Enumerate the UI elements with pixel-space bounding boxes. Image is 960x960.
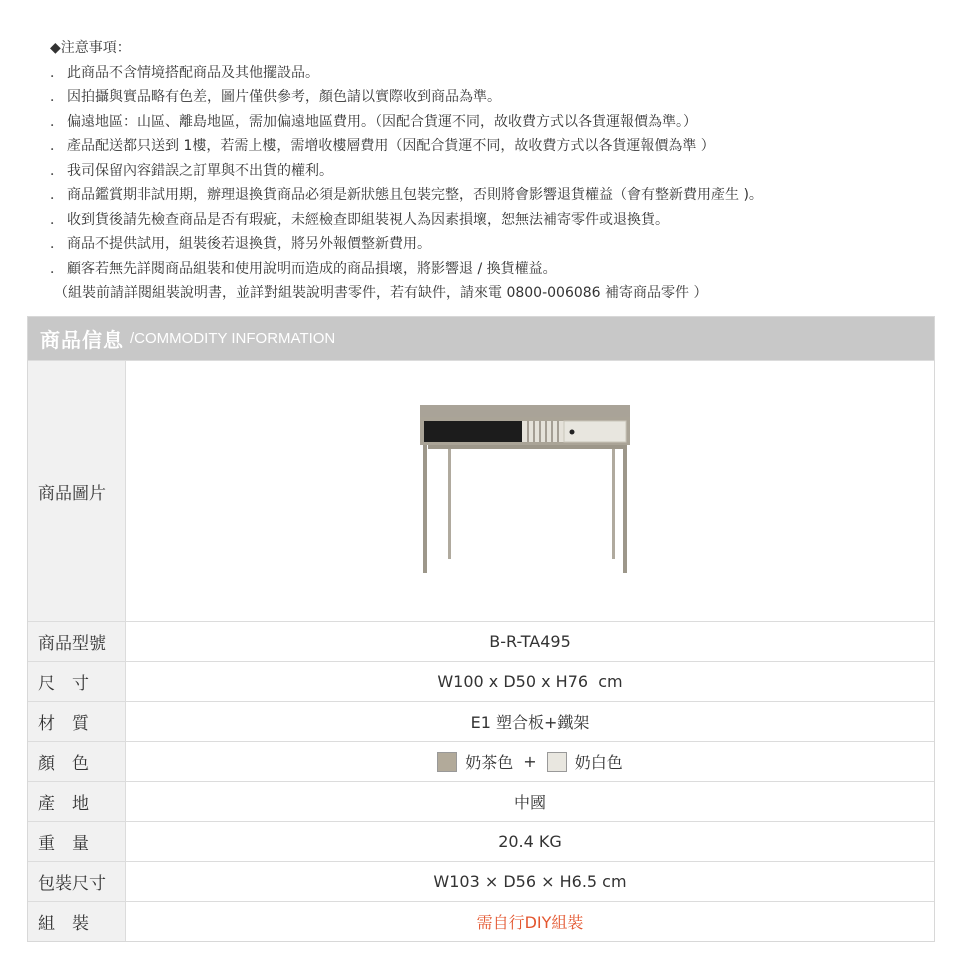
color-swatch [547, 752, 567, 772]
package-label: 包裝尺寸 [28, 862, 126, 901]
color-option [437, 750, 513, 773]
notes-footer: （組裝前請詳閱組裝說明書，並詳對組裝說明書零件，若有缺件，請來電 0800-006086 補寄商品零件 ） [54, 285, 708, 301]
bullet: ． [50, 211, 64, 228]
material-row [28, 701, 934, 741]
note-item: ． 產品配送都只送到 1樓，若需上樓，需增收樓層費用（因配合貨運不同，故收費方式以各貨運報價為準 ） [50, 134, 940, 159]
origin-row [28, 781, 934, 821]
bullet: ． [50, 236, 64, 252]
info-title-en: /COMMODITY INFORMATION [130, 330, 336, 347]
image-label: 商品圖片 [28, 361, 126, 621]
color-label: 顏 色 [28, 742, 126, 781]
assembly-label: 組 裝 [28, 902, 126, 941]
size-value: W100 x D50 x H76 cm [437, 672, 623, 691]
color-row [28, 741, 934, 781]
info-header [28, 317, 934, 360]
color-plus: + [523, 752, 537, 771]
note-item: ． 商品鑑賞期非試用期，辦理退換貨商品必須是新狀態且包裝完整，否則將會影響退貨權益（會有整新費用產生 )。 [50, 183, 940, 208]
bullet: ． [50, 187, 64, 203]
weight-row [28, 821, 934, 861]
model-value: B-R-TA495 [489, 632, 571, 651]
assembly-value: 需自行DIY組裝 [476, 913, 584, 932]
leg [448, 449, 451, 559]
color-swatch [437, 752, 457, 772]
leg [423, 445, 427, 573]
bullet: ． [50, 89, 64, 105]
product-image [126, 361, 934, 621]
note-item: ． 偏遠地區：山區、離島地區，需加偏遠地區費用。（因配合貨運不同，故收費方式以各貨運報價為準。） [50, 110, 940, 135]
note-item: ． 此商品不含情境搭配商品及其他擺設品。 [50, 61, 940, 86]
color-value [126, 742, 934, 781]
weight-label: 重 量 [28, 822, 126, 861]
model-label: 商品型號 [28, 622, 126, 661]
crossbar [428, 445, 624, 449]
note-item: ． 收到貨後請先檢查商品是否有瑕疵，未經檢查即組裝視人為因素損壞，恕無法補寄零件或退換貨。 [50, 208, 940, 233]
weight-value: 20.4 KG [498, 832, 562, 851]
bullet: ． [50, 113, 64, 130]
drawer-knob [570, 430, 575, 435]
color-option [547, 750, 623, 773]
assembly-row [28, 901, 934, 941]
commodity-info-table [27, 316, 935, 942]
origin-value: 中國 [513, 793, 546, 812]
bullet: ． [50, 260, 64, 277]
bullet: ． [50, 138, 64, 154]
origin-label: 產 地 [28, 782, 126, 821]
note-item: ． 因拍攝與實品略有色差，圖片僅供參考，顏色請以實際收到商品為準。 [50, 85, 940, 110]
notes-heading: ◆注意事項： [50, 40, 131, 56]
size-label: 尺 寸 [28, 662, 126, 701]
notes-section [50, 36, 940, 306]
bullet: ． [50, 162, 64, 179]
leg [623, 445, 627, 573]
desk-illustration [420, 401, 640, 581]
note-item: ． 顧客若無先詳閱商品組裝和使用說明而造成的商品損壞，將影響退 / 換貨權益。 [50, 257, 940, 282]
material-label: 材 質 [28, 702, 126, 741]
package-value: W103 × D56 × H6.5 cm [433, 872, 627, 891]
image-row [28, 360, 934, 621]
bullet: ． [50, 64, 64, 81]
desk-top [420, 405, 630, 417]
note-item: ． 我司保留內容錯誤之訂單與不出貨的權利。 [50, 159, 940, 184]
color-name: 奶白色 [574, 753, 623, 772]
info-title: 商品信息 [40, 328, 124, 352]
open-shelf [424, 421, 522, 442]
material-value: E1 塑合板+鐵架 [470, 713, 590, 732]
package-row [28, 861, 934, 901]
note-item: ． 商品不提供試用，組裝後若退換貨，將另外報價整新費用。 [50, 232, 940, 257]
color-name: 奶茶色 [465, 753, 514, 772]
size-row [28, 661, 934, 701]
leg [612, 449, 615, 559]
model-row [28, 621, 934, 661]
